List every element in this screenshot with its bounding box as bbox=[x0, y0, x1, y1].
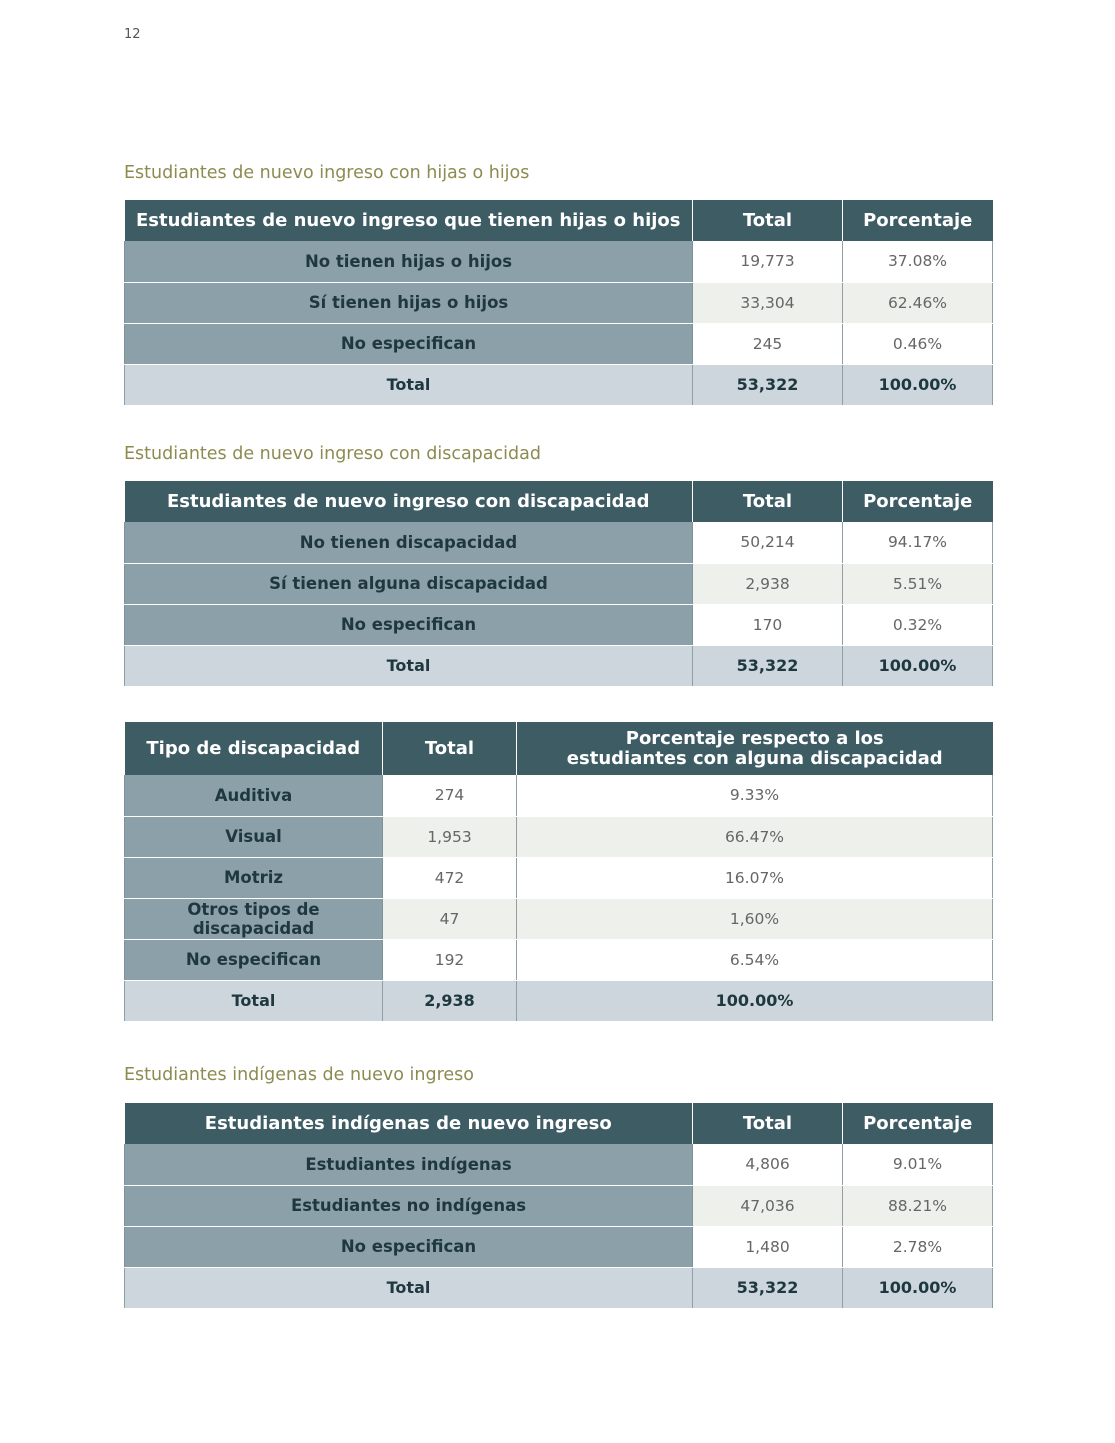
total-percent: 100.00% bbox=[843, 645, 993, 686]
row-percent: 6.54% bbox=[517, 939, 993, 980]
header-category: Estudiantes de nuevo ingreso que tienen hijas o hijos bbox=[125, 200, 693, 241]
row-label: No tienen hijas o hijos bbox=[125, 241, 693, 282]
header-percent: Porcentaje bbox=[843, 481, 993, 522]
row-total: 33,304 bbox=[693, 282, 843, 323]
row-percent: 16.07% bbox=[517, 857, 993, 898]
total-row bbox=[125, 980, 993, 1021]
table-row bbox=[125, 241, 993, 282]
total-value: 53,322 bbox=[693, 1267, 843, 1308]
row-total: 2,938 bbox=[693, 563, 843, 604]
row-percent: 1,60% bbox=[517, 898, 993, 939]
table-row bbox=[125, 1185, 993, 1226]
row-total: 4,806 bbox=[693, 1144, 843, 1185]
total-label: Total bbox=[125, 980, 383, 1021]
total-value: 2,938 bbox=[383, 980, 517, 1021]
total-label: Total bbox=[125, 1267, 693, 1308]
row-label: Sí tienen hijas o hijos bbox=[125, 282, 693, 323]
total-row bbox=[125, 645, 993, 686]
row-total: 1,953 bbox=[383, 816, 517, 857]
row-percent: 66.47% bbox=[517, 816, 993, 857]
row-label: Sí tienen alguna discapacidad bbox=[125, 563, 693, 604]
row-total: 192 bbox=[383, 939, 517, 980]
header-percent-line2: estudiantes con alguna discapacidad bbox=[566, 747, 943, 769]
header-percent-line1: Porcentaje respecto a los bbox=[625, 727, 884, 749]
row-percent: 88.21% bbox=[843, 1185, 993, 1226]
table-row bbox=[125, 282, 993, 323]
row-percent: 9.01% bbox=[843, 1144, 993, 1185]
total-label: Total bbox=[125, 645, 693, 686]
table-row bbox=[125, 323, 993, 364]
total-row bbox=[125, 1267, 993, 1308]
page-number: 12 bbox=[124, 27, 141, 42]
row-label: No especifican bbox=[125, 604, 693, 645]
row-label: Visual bbox=[125, 816, 383, 857]
total-percent: 100.00% bbox=[517, 980, 993, 1021]
row-label: Estudiantes indígenas bbox=[125, 1144, 693, 1185]
table-row bbox=[125, 563, 993, 604]
table-tipo-discapacidad bbox=[124, 722, 993, 1022]
row-total: 245 bbox=[693, 323, 843, 364]
row-total: 1,480 bbox=[693, 1226, 843, 1267]
row-total: 50,214 bbox=[693, 522, 843, 563]
header-percent: Porcentaje bbox=[843, 200, 993, 241]
table-row bbox=[125, 816, 993, 857]
row-percent: 0.32% bbox=[843, 604, 993, 645]
table-row bbox=[125, 604, 993, 645]
table-row bbox=[125, 898, 993, 939]
header-total: Total bbox=[693, 200, 843, 241]
table-header bbox=[125, 1103, 993, 1144]
row-label: No especifican bbox=[125, 939, 383, 980]
row-total: 19,773 bbox=[693, 241, 843, 282]
row-total: 170 bbox=[693, 604, 843, 645]
total-row bbox=[125, 364, 993, 405]
total-percent: 100.00% bbox=[843, 364, 993, 405]
section-title-discapacidad: Estudiantes de nuevo ingreso con discapacidad bbox=[124, 444, 541, 464]
row-percent: 0.46% bbox=[843, 323, 993, 364]
table-header bbox=[125, 722, 993, 775]
row-label: Otros tipos de discapacidad bbox=[125, 898, 383, 939]
table-row bbox=[125, 522, 993, 563]
total-value: 53,322 bbox=[693, 645, 843, 686]
row-label: No tienen discapacidad bbox=[125, 522, 693, 563]
row-percent: 2.78% bbox=[843, 1226, 993, 1267]
section-title-hijos: Estudiantes de nuevo ingreso con hijas o hijos bbox=[124, 163, 530, 183]
row-percent: 94.17% bbox=[843, 522, 993, 563]
table-row bbox=[125, 1144, 993, 1185]
row-label: Motriz bbox=[125, 857, 383, 898]
row-percent: 5.51% bbox=[843, 563, 993, 604]
row-label: No especifican bbox=[125, 1226, 693, 1267]
header-total: Total bbox=[693, 1103, 843, 1144]
total-value: 53,322 bbox=[693, 364, 843, 405]
table-hijos bbox=[124, 200, 993, 406]
row-label: No especifican bbox=[125, 323, 693, 364]
total-label: Total bbox=[125, 364, 693, 405]
header-total: Total bbox=[383, 722, 517, 775]
table-discapacidad bbox=[124, 481, 993, 687]
section-title-indigenas: Estudiantes indígenas de nuevo ingreso bbox=[124, 1065, 474, 1085]
row-percent: 62.46% bbox=[843, 282, 993, 323]
table-indigenas bbox=[124, 1103, 993, 1309]
header-percent bbox=[517, 722, 993, 775]
table-row bbox=[125, 775, 993, 816]
row-total: 274 bbox=[383, 775, 517, 816]
row-label: Auditiva bbox=[125, 775, 383, 816]
table-header bbox=[125, 481, 993, 522]
table-row bbox=[125, 1226, 993, 1267]
table-row bbox=[125, 857, 993, 898]
row-total: 47 bbox=[383, 898, 517, 939]
header-total: Total bbox=[693, 481, 843, 522]
table-row bbox=[125, 939, 993, 980]
row-percent: 9.33% bbox=[517, 775, 993, 816]
table-header bbox=[125, 200, 993, 241]
row-percent: 37.08% bbox=[843, 241, 993, 282]
header-percent: Porcentaje bbox=[843, 1103, 993, 1144]
header-category: Estudiantes de nuevo ingreso con discapacidad bbox=[125, 481, 693, 522]
header-tipo: Tipo de discapacidad bbox=[125, 722, 383, 775]
total-percent: 100.00% bbox=[843, 1267, 993, 1308]
row-total: 472 bbox=[383, 857, 517, 898]
header-category: Estudiantes indígenas de nuevo ingreso bbox=[125, 1103, 693, 1144]
row-total: 47,036 bbox=[693, 1185, 843, 1226]
row-label: Estudiantes no indígenas bbox=[125, 1185, 693, 1226]
